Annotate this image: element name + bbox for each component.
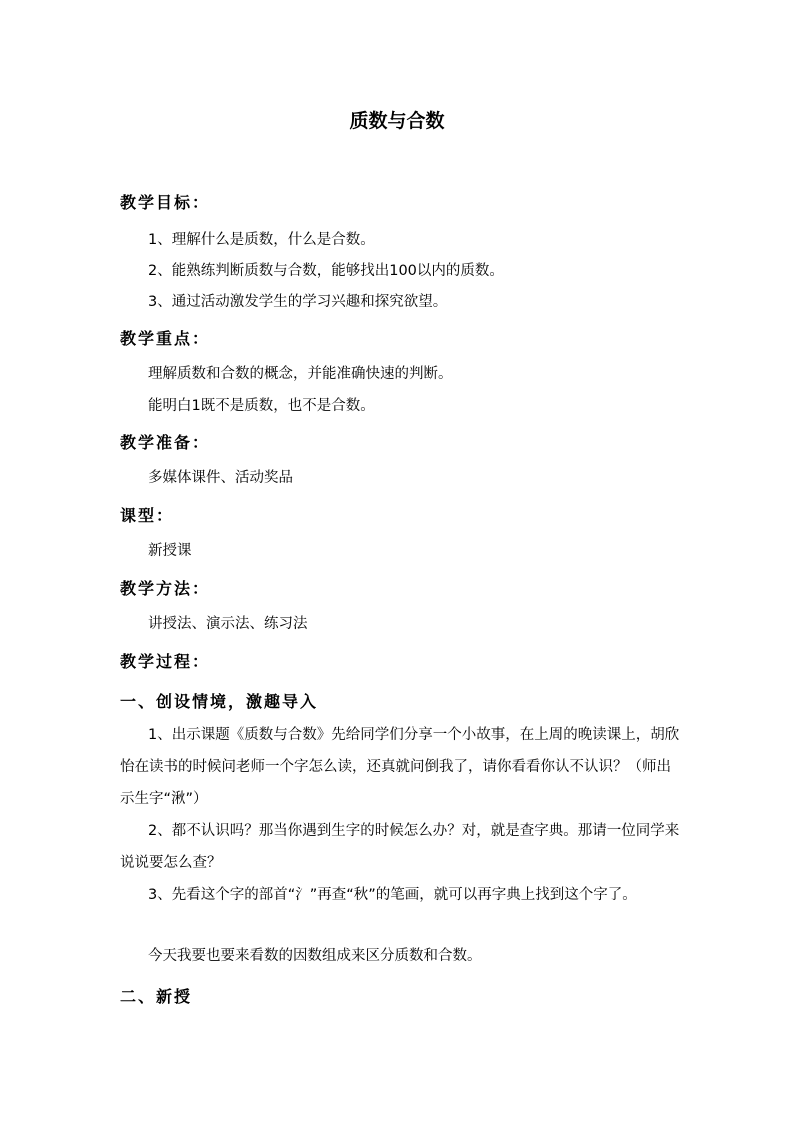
methods-heading: 教学方法：: [120, 579, 211, 598]
preparation-heading: 教学准备：: [120, 433, 211, 452]
objective-item: 1、理解什么是质数，什么是合数。: [148, 232, 375, 248]
lesson-type-text: 新授课: [148, 543, 192, 559]
objective-item: 2、能熟练判断质数与合数，能够找出100以内的质数。: [148, 263, 504, 279]
objective-item: 3、通过活动激发学生的学习兴趣和探究欲望。: [148, 294, 448, 310]
section1-paragraph: 2、都不认识吗？那当你遇到生字的时候怎么办？对，就是查字典。那请一位同学来说说要怎么查？: [120, 823, 680, 871]
section1-paragraph: 1、出示课题《质数与合数》先给同学们分享一个小故事，在上周的晚读课上，胡欣怡在读书的时候问老师一个字怎么读，还真就问倒我了，请你看看你认不认识？（师出示生字“湫”）: [120, 727, 680, 807]
lesson-type-heading: 课型：: [120, 506, 175, 525]
key-points-heading: 教学重点：: [120, 329, 211, 348]
section1-heading: 一、创设情境，激趣导入: [120, 692, 319, 711]
key-point-item: 能明白1既不是质数，也不是合数。: [148, 398, 375, 414]
process-heading: 教学过程：: [120, 652, 211, 671]
key-point-item: 理解质数和合数的概念，并能准确快速的判断。: [148, 366, 453, 382]
objectives-heading: 教学目标：: [120, 193, 211, 212]
section1-paragraph: 3、先看这个字的部首“氵”再查“秋”的笔画，就可以再字典上找到这个字了。: [148, 887, 637, 903]
section1-paragraph: 今天我要也要来看数的因数组成来区分质数和合数。: [148, 948, 482, 964]
preparation-text: 多媒体课件、活动奖品: [148, 470, 293, 486]
section2-heading: 二、新授: [120, 987, 193, 1006]
document-title: 质数与合数: [349, 110, 445, 132]
methods-text: 讲授法、演示法、练习法: [148, 616, 308, 632]
